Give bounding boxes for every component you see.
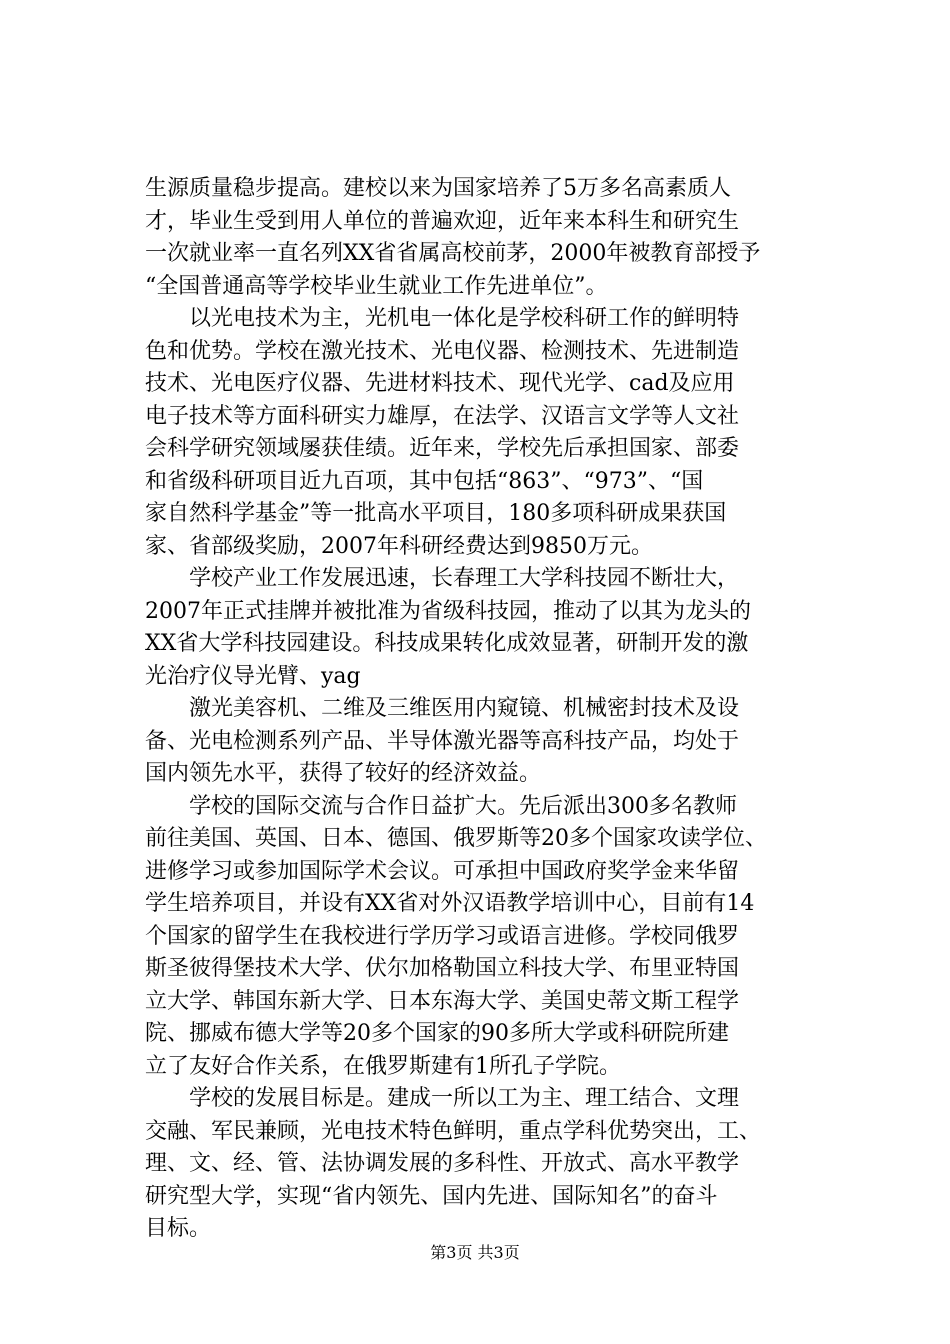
text-line: 立了友好合作关系，在俄罗斯建有1所孔子学院。 [145,1053,621,1079]
text-line: 才，毕业生受到用人单位的普遍欢迎，近年来本科生和研究生 [145,208,740,234]
text-line: 学生培养项目，并设有XX省对外汉语教学培训中心，目前有14 [145,891,755,916]
text-line: 会科学研究领域屡获佳绩。近年来，学校先后承担国家、部委 [145,436,740,461]
text-line: 和省级科研项目近九百项，其中包括“863”、“973”、“国 [145,468,704,494]
text-line: 国内领先水平，获得了较好的经济效益。 [145,761,542,786]
text-line: 技术、光电医疗仪器、先进材料技术、现代光学、cad及应用 [145,371,735,396]
text-line: 前往美国、英国、日本、德国、俄罗斯等20多个国家攻读学位、 [145,826,767,851]
text-line: 理、文、经、管、法协调发展的多科性、开放式、高水平教学 [145,1151,740,1176]
text-line: 备、光电检测系列产品、半导体激光器等高科技产品，均处于 [145,728,740,754]
text-line: 进修学习或参加国际学术会议。可承担中国政府奖学金来华留 [145,858,740,884]
text-line: 交融、军民兼顾，光电技术特色鲜明，重点学科优势突出，工、 [145,1118,762,1144]
text-line: 色和优势。学校在激光技术、光电仪器、检测技术、先进制造 [145,338,740,364]
text-line: 研究型大学，实现“省内领先、国内先进、国际知名”的奋斗 [145,1183,718,1209]
text-line: 立大学、韩国东新大学、日本东海大学、美国史蒂文斯工程学 [145,988,740,1014]
text-line: 生源质量稳步提高。建校以来为国家培养了5万多名高素质人 [145,176,731,201]
text-line: 光治疗仪导光臂、yag [145,663,361,689]
text-line: 电子技术等方面科研实力雄厚，在法学、汉语言文学等人文社 [145,403,740,429]
text-line: 学校的发展目标是。建成一所以工为主、理工结合、文理 [189,1086,740,1111]
text-line: 家自然科学基金”等一批高水平项目，180多项科研成果获国 [145,501,727,526]
text-line: 目标。 [145,1216,212,1241]
text-line: XX省大学科技园建设。科技成果转化成效显著，研制开发的激 [145,631,749,656]
text-line: “全国普通高等学校毕业生就业工作先进单位”。 [145,273,608,299]
text-line: 斯圣彼得堡技术大学、伏尔加格勒国立科技大学、布里亚特国 [145,956,740,981]
text-line: 一次就业率一直名列XX省省属高校前茅，2000年被教育部授予 [145,241,761,266]
text-line: 个国家的留学生在我校进行学历学习或语言进修。学校同俄罗 [145,923,740,949]
text-line: 家、省部级奖励，2007年科研经费达到9850万元。 [145,533,653,559]
text-line: 激光美容机、二维及三维医用内窥镜、机械密封技术及设 [189,696,740,721]
page-footer: 第3页 共3页 [430,1243,520,1262]
text-line: 以光电技术为主，光机电一体化是学校科研工作的鲜明特 [189,306,740,331]
document-body [145,173,815,1246]
text-line: 学校的国际交流与合作日益扩大。先后派出300多名教师 [189,793,737,819]
text-line: 2007年正式挂牌并被批准为省级科技园，推动了以其为龙头的 [145,598,751,624]
text-line: 院、挪威布德大学等20多个国家的90多所大学或科研院所建 [145,1021,729,1046]
text-line: 学校产业工作发展迅速，长春理工大学科技园不断壮大， [189,566,740,591]
